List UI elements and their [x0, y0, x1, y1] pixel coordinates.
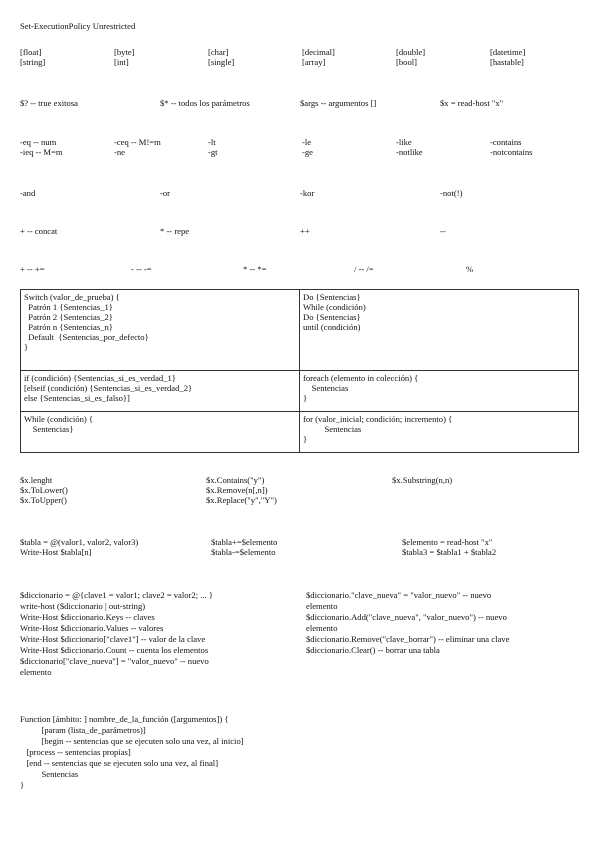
dictionary-line: elemento: [306, 623, 338, 633]
control-structures-table: [20, 289, 579, 453]
code-line: }: [303, 434, 308, 444]
code-line: else {Sentencias_si_es_falso}]: [24, 393, 130, 403]
type-item: [datetime]: [490, 47, 526, 57]
method-item: $x.lenght: [20, 475, 53, 485]
operator-item: -lt: [208, 137, 216, 147]
code-line: Sentencias: [303, 424, 362, 434]
type-item: [hastable]: [490, 57, 524, 67]
operator-item: -le: [302, 137, 312, 147]
code-line: Sentencias}: [24, 424, 74, 434]
method-item: $x.Replace("y","Y"): [206, 495, 277, 505]
do-loop-cell: [300, 290, 579, 371]
special-item: $? -- true exitosa: [20, 98, 78, 108]
code-line: if (condición) {Sentencias_si_es_verdad_1}: [24, 373, 176, 383]
dictionary-line: Write-Host $diccionario["clave1"] -- valor de la clave: [20, 634, 206, 644]
operator-item: -not(!): [440, 188, 463, 198]
type-item: [string]: [20, 57, 46, 67]
special-item: $* -- todos los parámetros: [160, 98, 250, 108]
code-line: until (condición): [303, 322, 361, 332]
code-line: Function [ámbito: ] nombre_de_la_función ([argumentos]) {: [20, 714, 229, 724]
array-item: $tabla+=$elemento: [211, 537, 278, 547]
code-line: While (condición) {: [24, 414, 94, 424]
array-item: $tabla = @(valor1, valor2, valor3): [20, 537, 139, 547]
dictionary-line: $diccionario["clave_nueva"] = "valor_nuevo" -- nuevo: [20, 656, 209, 666]
comparison-operators: [20, 137, 580, 157]
operator-item: -like: [396, 137, 412, 147]
operator-item: + -- concat: [20, 226, 58, 236]
type-item: [double]: [396, 47, 426, 57]
operator-item: * -- *=: [243, 264, 267, 274]
operator-item: -eq -- num: [20, 137, 57, 147]
operator-item: -ne: [114, 147, 125, 157]
code-line: Switch (valor_de_prueba) {: [24, 292, 120, 302]
special-item: $x = read-host "x": [440, 98, 504, 108]
method-item: $x.Substring(n,n): [392, 475, 453, 485]
special-item: $args -- argumentos []: [300, 98, 377, 108]
switch-cell: [21, 290, 300, 371]
while-cell: [21, 412, 300, 453]
operator-item: -kor: [300, 188, 315, 198]
code-line: }: [24, 342, 29, 352]
code-line: [process -- sentencias propias]: [20, 747, 131, 757]
code-line: Do {Sentencias}: [303, 312, 361, 322]
dictionary-line: $diccionario.Remove("clave_borrar") -- eliminar una clave: [306, 634, 510, 644]
dictionary-line: $diccionario = @{clave1 = valor1; clave2 = valor2; ... }: [20, 590, 213, 600]
types-table: [20, 47, 580, 67]
dictionary-line: Write-Host $diccionario.Values -- valores: [20, 623, 164, 633]
operator-item: -and: [20, 188, 36, 198]
type-item: [char]: [208, 47, 229, 57]
dictionary-line: Write-Host $diccionario.Count -- cuenta los elementos: [20, 645, 209, 655]
type-item: [float]: [20, 47, 42, 57]
code-line: Default {Sentencias_por_defecto}: [24, 332, 149, 342]
dictionary-line: elemento: [306, 601, 338, 611]
code-line: While (condición): [303, 302, 366, 312]
operator-item: -contains: [490, 137, 522, 147]
type-item: [array]: [302, 57, 326, 67]
dictionary-line: elemento: [20, 667, 52, 677]
code-line: foreach (elemento in colección) {: [303, 373, 419, 383]
operator-item: -ceq -- M!=m: [114, 137, 161, 147]
type-item: [byte]: [114, 47, 135, 57]
method-item: $x.Contains("y"): [206, 475, 265, 485]
dictionary-line: $diccionario."clave_nueva" = "valor_nuevo" -- nuevo: [306, 590, 492, 600]
dictionary-line: write-host ($diccionario | out-string): [20, 601, 146, 611]
code-line: [end -- sentencias que se ejecuten solo una vez, al final]: [20, 758, 219, 768]
code-line: [begin -- sentencias que se ejecuten solo una vez, al inicio]: [20, 736, 244, 746]
operator-item: + -- +=: [20, 264, 45, 274]
method-item: $x.ToLower(): [20, 485, 68, 495]
array-item: Write-Host $tabla[n]: [20, 547, 92, 557]
code-line: [param (lista_de_parámetros)]: [20, 725, 146, 735]
code-line: for (valor_inicial; condición; incremento) {: [303, 414, 453, 424]
table-row: [21, 412, 579, 453]
array-item: $tabla-=$elemento: [211, 547, 276, 557]
method-item: $x.ToUpper(): [20, 495, 67, 505]
code-line: Sentencias: [20, 769, 79, 779]
code-line: }: [20, 780, 25, 790]
dictionary-line: Write-Host $diccionario.Keys -- claves: [20, 612, 155, 622]
type-item: [decimal]: [302, 47, 335, 57]
code-line: Patrón n {Sentencias_n}: [24, 322, 113, 332]
operator-item: -notlike: [396, 147, 423, 157]
foreach-cell: [300, 371, 579, 412]
page-header: Set-ExecutionPolicy Unrestricted: [20, 21, 136, 31]
operator-item: * -- repe: [160, 226, 190, 236]
operator-item: -or: [160, 188, 171, 198]
operator-item: %: [466, 264, 474, 274]
for-cell: [300, 412, 579, 453]
operator-item: ++: [300, 226, 310, 236]
type-item: [single]: [208, 57, 235, 67]
operator-item: -gt: [208, 147, 218, 157]
code-line: Patrón 1 {Sentencias_1}: [24, 302, 113, 312]
code-line: Sentencias: [303, 383, 349, 393]
operator-item: -ieq -- M=m: [20, 147, 63, 157]
operator-item: / -- /=: [354, 264, 374, 274]
code-line: Patrón 2 {Sentencias_2}: [24, 312, 113, 322]
array-item: $elemento = read-host "x": [402, 537, 493, 547]
operator-item: -notcontains: [490, 147, 533, 157]
code-line: [elseif (condición) {Sentencias_si_es_verdad_2}: [24, 383, 193, 393]
if-cell: [21, 371, 300, 412]
operator-item: --: [440, 226, 446, 236]
table-row: [21, 290, 579, 371]
method-item: $x.Remove(n[,n]): [206, 485, 268, 495]
code-line: Do {Sentencias}: [303, 292, 361, 302]
array-item: $tabla3 = $tabla1 + $tabla2: [402, 547, 497, 557]
code-line: }: [303, 393, 308, 403]
operator-item: -ge: [302, 147, 313, 157]
type-item: [int]: [114, 57, 129, 67]
operator-item: - -- -=: [131, 264, 152, 274]
dictionary-line: $diccionario.Add("clave_nueva", "valor_nuevo") -- nuevo: [306, 612, 507, 622]
type-item: [bool]: [396, 57, 418, 67]
table-row: [21, 371, 579, 412]
dictionary-line: $diccionario.Clear() -- borrar una tabla: [306, 645, 440, 655]
